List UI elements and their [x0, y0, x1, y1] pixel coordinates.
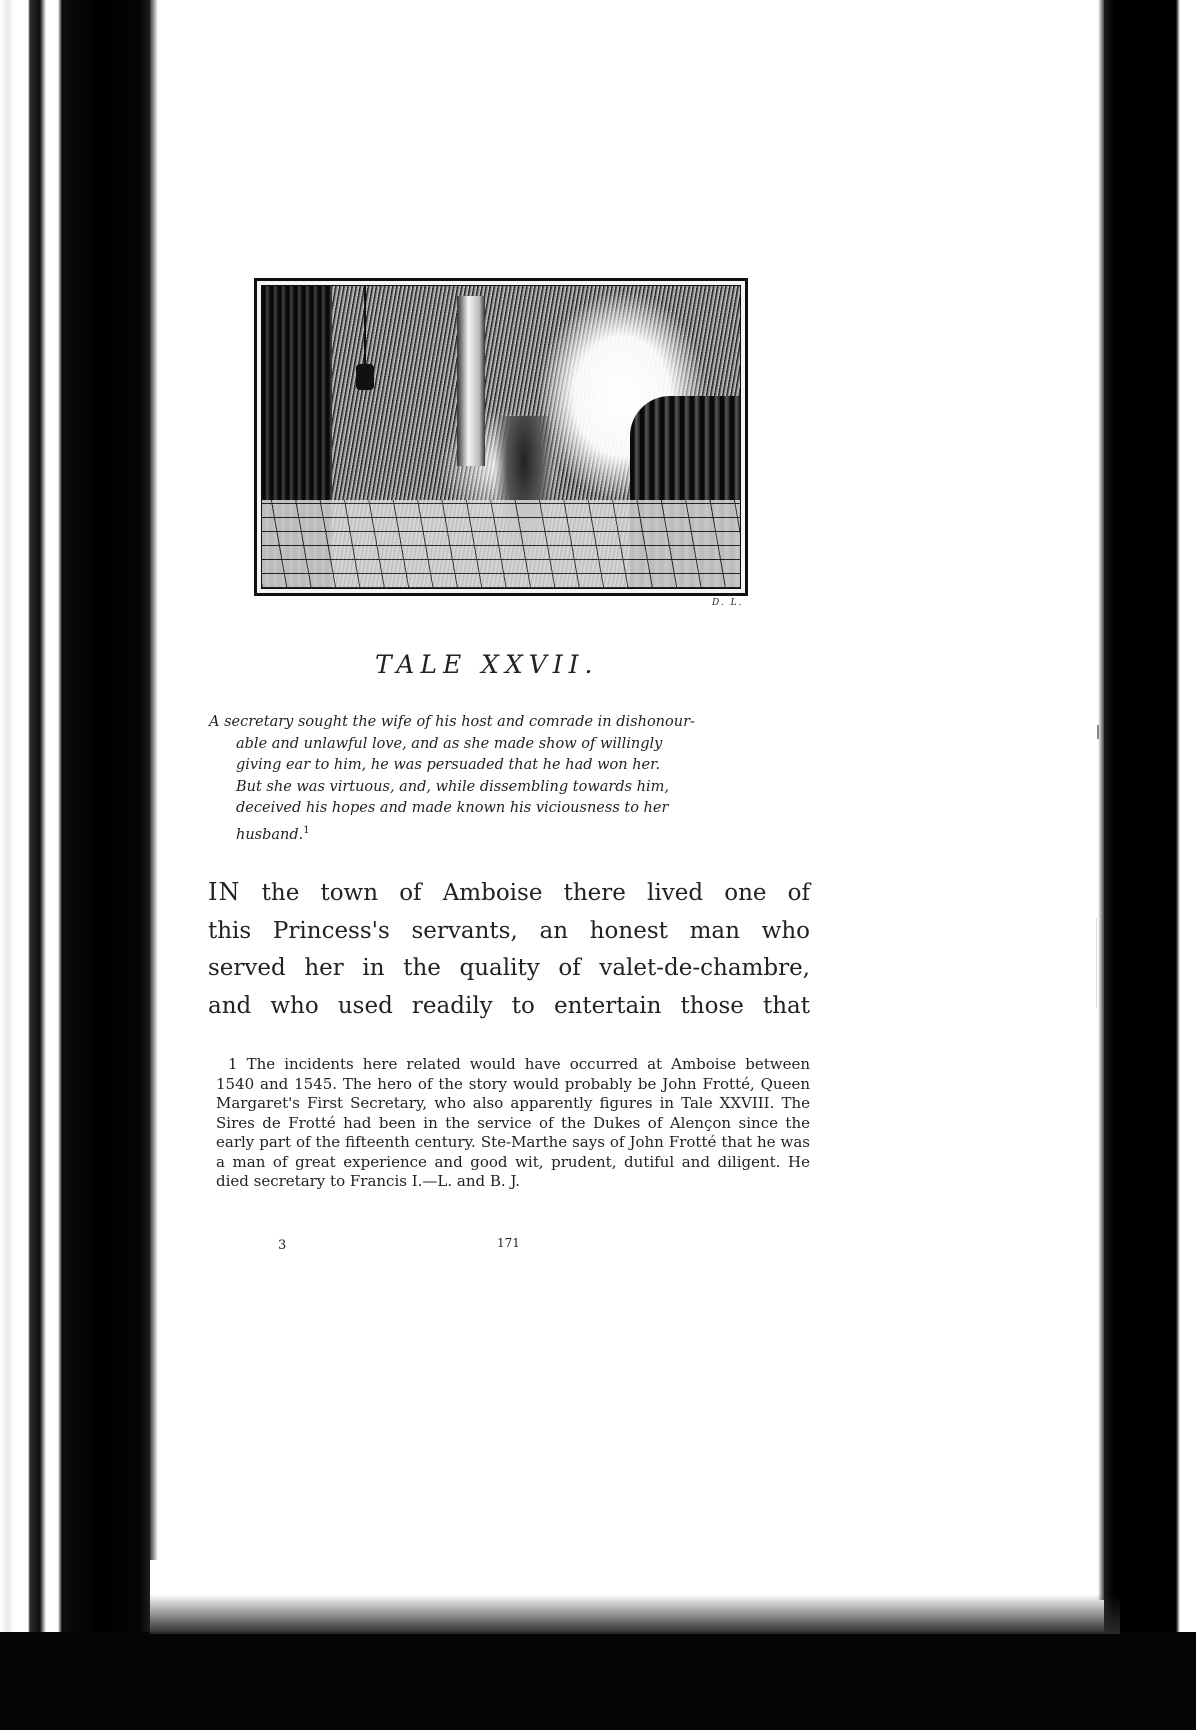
signature-mark: 3	[278, 1238, 287, 1253]
summary-line-last	[236, 820, 809, 846]
scan-left-edge	[0, 0, 150, 1730]
engraving-floor	[262, 500, 740, 588]
summary-line: A secretary sought the wife of his host and comrade in dishonour-	[209, 714, 695, 730]
drop-cap: IN	[208, 878, 241, 906]
body-line	[208, 874, 810, 913]
footnote-marker: 1	[228, 1055, 238, 1073]
scan-right-edge	[1104, 0, 1196, 1730]
scan-mark	[1096, 918, 1097, 1008]
page-number: 171	[497, 1236, 520, 1250]
summary-line: But she was virtuous, and, while dissembling towards him,	[236, 778, 669, 795]
engraver-signature: D. L.	[712, 598, 744, 608]
engraving-illustration	[254, 278, 748, 596]
body-text	[208, 874, 810, 1025]
body-line: and who used readily to entertain those that	[208, 992, 810, 1019]
summary-line: deceived his hopes and made known his viciousness to her	[236, 800, 669, 816]
engraving-scene	[261, 285, 741, 589]
scan-mark	[1097, 725, 1099, 739]
tale-summary	[209, 712, 809, 846]
tale-title: TALE XXVII.	[375, 650, 599, 679]
engraving-lamp	[364, 286, 366, 366]
footnote	[216, 1055, 810, 1192]
body-line: this Princess's servants, an honest man who	[208, 917, 810, 944]
body-line-text: the town of Amboise there lived one of	[240, 880, 810, 906]
footnote-text: The incidents here related would have occurred at Amboise between 1540 and 1545. The hero of the story would probably be John Frotté, Queen Margaret's First Secretary, who also apparently figures in Tale XXVIII. The Sires de Frotté had been in the service of the Dukes of Alençon since the early part of the fifteenth century. Ste-Marthe says of John Frotté that he was a man of great experience and good wit, prudent, dutiful and diligent. He died secretary to Francis I.—L. and B. J.	[216, 1055, 810, 1190]
engraving-column	[457, 296, 485, 466]
summary-line: able and unlawful love, and as she made show of willingly	[236, 735, 663, 752]
body-line: served her in the quality of valet-de-chambre,	[208, 955, 810, 981]
summary-last-text: husband.	[236, 826, 304, 843]
summary-line: giving ear to him, he was persuaded that he had won her.	[236, 757, 661, 773]
footnote-paragraph	[216, 1055, 810, 1192]
scan-bottom-edge	[0, 1632, 1196, 1730]
footnote-reference: 1	[303, 824, 310, 836]
